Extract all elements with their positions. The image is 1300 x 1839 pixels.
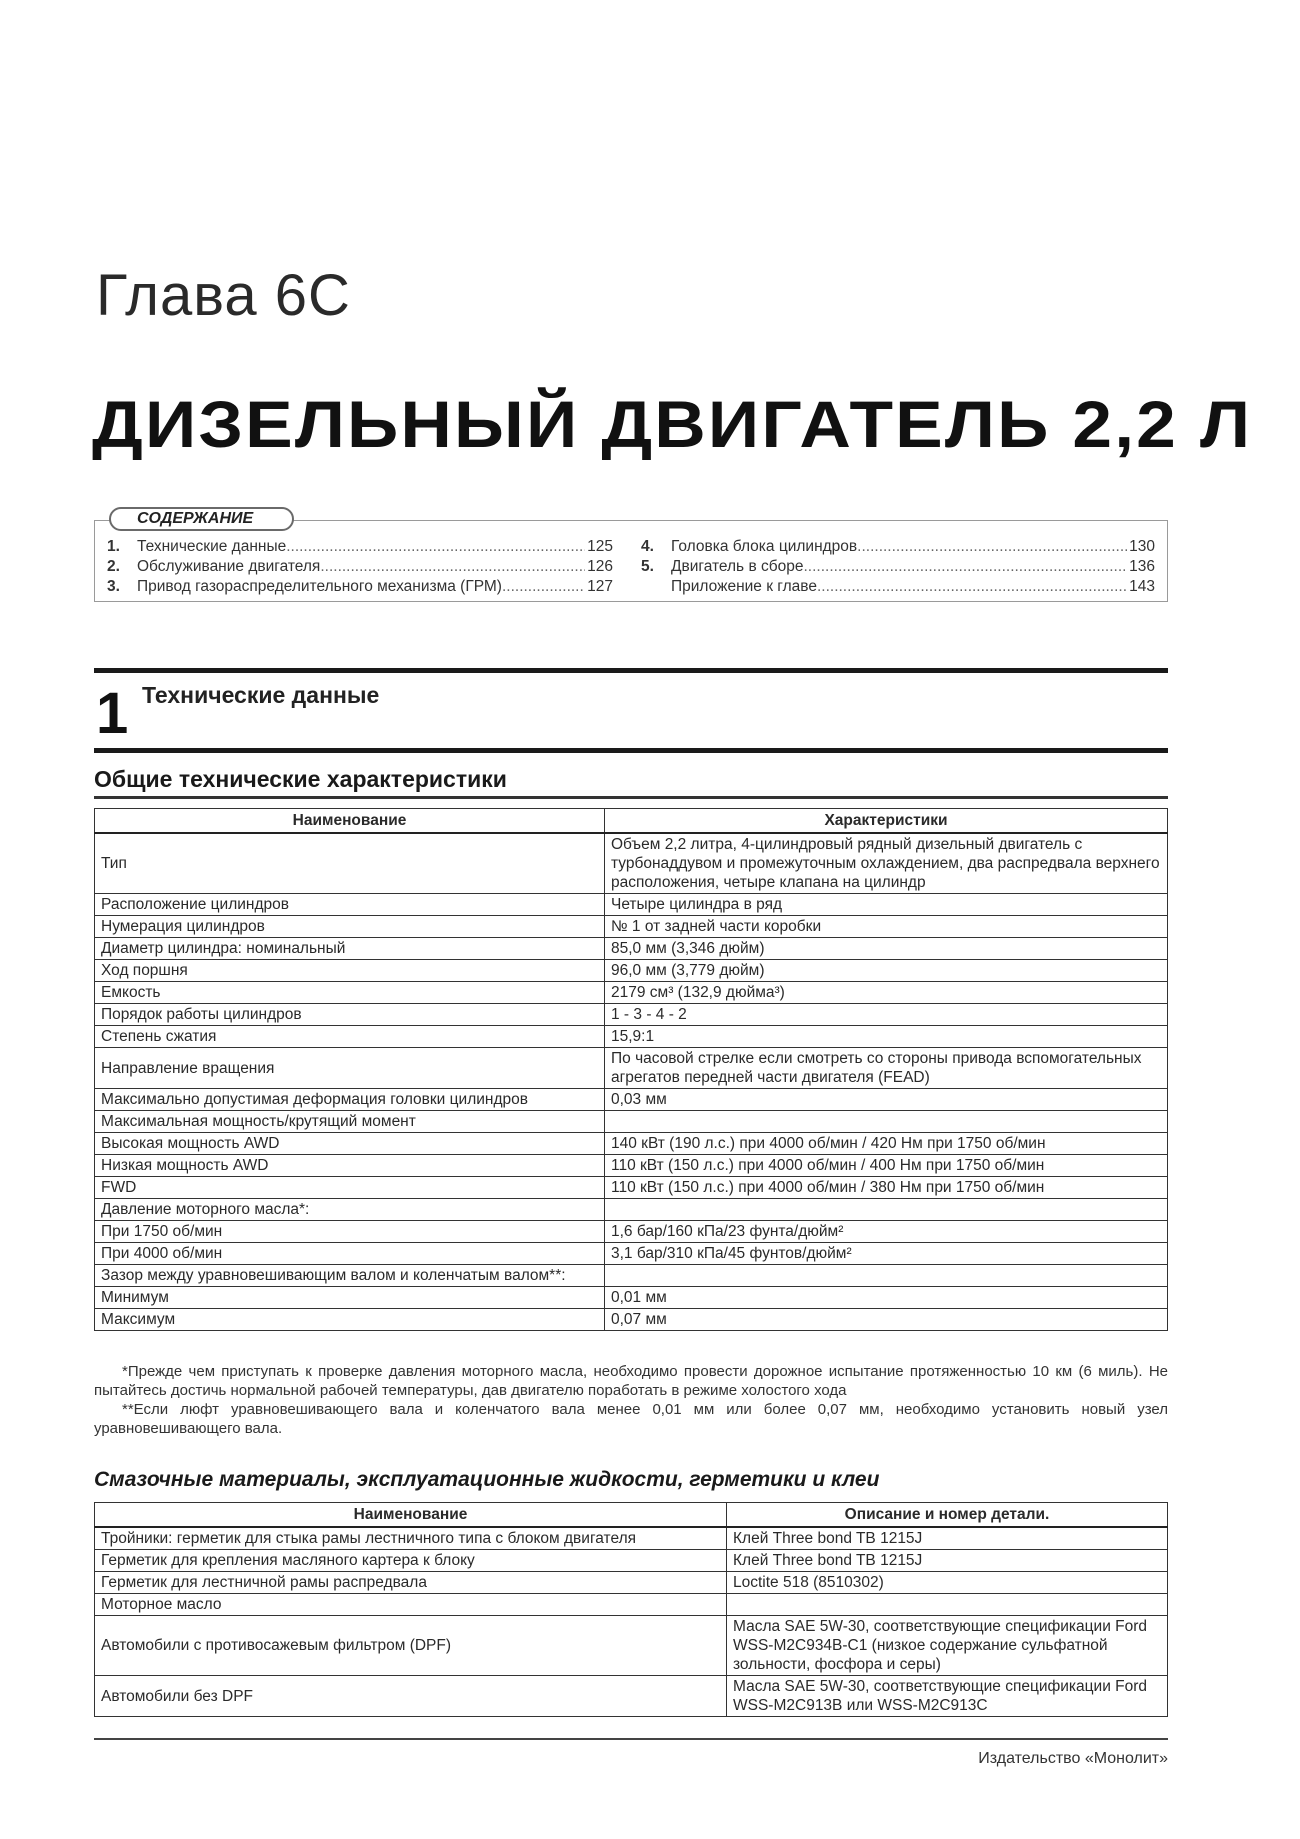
table-row xyxy=(95,1527,1168,1550)
row-label-cell: Давление моторного масла*: xyxy=(95,1199,605,1221)
table-of-contents xyxy=(94,510,1168,602)
row-value-cell: 15,9:1 xyxy=(605,1026,1168,1048)
toc-item-number: 1. xyxy=(107,538,120,555)
toc-item-label: Привод газораспределительного механизма (ГРМ) xyxy=(137,578,502,595)
row-label-cell: Моторное масло xyxy=(95,1594,727,1616)
row-label-cell: Порядок работы цилиндров xyxy=(95,1004,605,1026)
toc-leader-dots xyxy=(286,537,585,557)
section-top-rule xyxy=(94,668,1168,673)
row-label-cell: Тип xyxy=(95,833,605,894)
general-specs-title: Общие технические характеристики xyxy=(94,766,507,792)
toc-item-label: Технические данные xyxy=(137,538,287,555)
table-row xyxy=(95,1199,1168,1221)
table-row xyxy=(95,916,1168,938)
row-value-cell: Четыре цилиндра в ряд xyxy=(605,894,1168,916)
table-row xyxy=(95,1287,1168,1309)
row-label-cell: Герметик для лестничной рамы распредвала xyxy=(95,1572,727,1594)
row-value-cell: 96,0 мм (3,779 дюйм) xyxy=(605,960,1168,982)
toc-item-number xyxy=(641,577,671,597)
row-value-cell xyxy=(727,1594,1168,1616)
toc-left-column xyxy=(107,537,613,597)
lubricants-table xyxy=(94,1502,1168,1717)
table-row xyxy=(95,938,1168,960)
row-value-cell: Масла SAE 5W-30, соответствующие спецификации Ford WSS-M2C934B-C1 (низкое содержание сульфатной зольности, фосфора и серы) xyxy=(727,1616,1168,1676)
toc-item xyxy=(641,557,1155,577)
row-label-cell: При 4000 об/мин xyxy=(95,1243,605,1265)
toc-item-number: 3. xyxy=(107,578,120,595)
row-label-cell: Степень сжатия xyxy=(95,1026,605,1048)
row-label-cell: Максимально допустимая деформация головки цилиндров xyxy=(95,1089,605,1111)
toc-leader-dots xyxy=(502,577,585,597)
row-label-cell: Герметик для крепления масляного картера к блоку xyxy=(95,1550,727,1572)
row-label-cell: Максимальная мощность/крутящий момент xyxy=(95,1111,605,1133)
footnote: *Прежде чем приступать к проверке давления моторного масла, необходимо провести дорожное испытание протяженностью 10 км (6 миль). Не пытайтесь достичь нормальной рабочей температуры, дав двигателю поработать в режиме холостого хода xyxy=(94,1363,1168,1399)
row-value-cell: 2179 см³ (132,9 дюйма³) xyxy=(605,982,1168,1004)
footnote: **Если люфт уравновешивающего вала и коленчатого вала менее 0,01 мм или более 0,07 мм, необходимо установить новый узел уравновешивающего вала. xyxy=(94,1401,1168,1437)
toc-item-page: 125 xyxy=(587,538,613,555)
table-row xyxy=(95,1676,1168,1717)
row-label-cell: Низкая мощность AWD xyxy=(95,1155,605,1177)
row-label-cell: Тройники: герметик для стыка рамы лестничного типа с блоком двигателя xyxy=(95,1527,727,1550)
row-value-cell: 110 кВт (150 л.с.) при 4000 об/мин / 380 Нм при 1750 об/мин xyxy=(605,1177,1168,1199)
row-value-cell: Объем 2,2 литра, 4-цилиндровый рядный дизельный двигатель с турбонаддувом и промежуточным охлаждением, два распредвала верхнего расположения, четыре клапана на цилиндр xyxy=(605,833,1168,894)
toc-item xyxy=(107,537,613,557)
column-header: Описание и номер детали. xyxy=(727,1503,1168,1528)
table-row xyxy=(95,1309,1168,1331)
column-header: Наименование xyxy=(95,809,605,834)
section-number: 1 xyxy=(96,681,129,746)
row-value-cell: 0,03 мм xyxy=(605,1089,1168,1111)
row-label-cell: FWD xyxy=(95,1177,605,1199)
toc-item-page: 127 xyxy=(587,578,613,595)
footer-rule xyxy=(94,1738,1168,1740)
toc-item-label: Двигатель в сборе xyxy=(671,558,804,575)
table-row xyxy=(95,1133,1168,1155)
table-row xyxy=(95,1572,1168,1594)
table-row xyxy=(95,960,1168,982)
table-row xyxy=(95,1243,1168,1265)
row-label-cell: Расположение цилиндров xyxy=(95,894,605,916)
section-title: Технические данные xyxy=(142,682,380,708)
row-label-cell: Направление вращения xyxy=(95,1048,605,1089)
row-label-cell: Автомобили без DPF xyxy=(95,1676,727,1717)
row-value-cell xyxy=(605,1111,1168,1133)
toc-item xyxy=(107,557,613,577)
toc-item-number: 2. xyxy=(107,558,120,575)
row-label-cell: Ход поршня xyxy=(95,960,605,982)
toc-leader-dots xyxy=(803,557,1127,577)
toc-item-page: 130 xyxy=(1129,538,1155,555)
toc-leader-dots xyxy=(817,577,1127,597)
table-row xyxy=(95,1004,1168,1026)
row-label-cell: Автомобили с противосажевым фильтром (DPF) xyxy=(95,1616,727,1676)
row-label-cell: Диаметр цилиндра: номинальный xyxy=(95,938,605,960)
column-header: Наименование xyxy=(95,1503,727,1528)
row-value-cell: 0,07 мм xyxy=(605,1309,1168,1331)
row-value-cell xyxy=(605,1199,1168,1221)
table-row xyxy=(95,1048,1168,1089)
row-label-cell: Минимум xyxy=(95,1287,605,1309)
toc-item-page: 143 xyxy=(1129,578,1155,595)
row-value-cell: 3,1 бар/310 кПа/45 фунтов/дюйм² xyxy=(605,1243,1168,1265)
toc-item-label: Обслуживание двигателя xyxy=(137,558,321,575)
table-row xyxy=(95,1265,1168,1287)
table-row xyxy=(95,1221,1168,1243)
row-label-cell: Нумерация цилиндров xyxy=(95,916,605,938)
toc-item-label: Приложение к главе xyxy=(671,578,817,595)
row-label-cell: Емкость xyxy=(95,982,605,1004)
toc-item-page: 126 xyxy=(587,558,613,575)
table-row xyxy=(95,1550,1168,1572)
row-value-cell: № 1 от задней части коробки xyxy=(605,916,1168,938)
table-row xyxy=(95,1089,1168,1111)
row-value-cell: Клей Three bond TB 1215J xyxy=(727,1527,1168,1550)
row-value-cell: 1,6 бар/160 кПа/23 фунта/дюйм² xyxy=(605,1221,1168,1243)
row-label-cell: Высокая мощность AWD xyxy=(95,1133,605,1155)
table-row xyxy=(95,1111,1168,1133)
toc-item xyxy=(107,577,613,597)
row-value-cell: 85,0 мм (3,346 дюйм) xyxy=(605,938,1168,960)
table-row xyxy=(95,1177,1168,1199)
toc-leader-dots xyxy=(857,537,1127,557)
page-title: ДИЗЕЛЬНЫЙ ДВИГАТЕЛЬ 2,2 Л xyxy=(92,387,1253,461)
toc-item-number: 5. xyxy=(641,558,654,575)
toc-title: СОДЕРЖАНИЕ xyxy=(109,507,294,531)
footnotes xyxy=(94,1362,1168,1438)
row-value-cell: Масла SAE 5W-30, соответствующие спецификации Ford WSS-M2C913B или WSS-M2C913C xyxy=(727,1676,1168,1717)
toc-leader-dots xyxy=(320,557,585,577)
row-value-cell: Loctite 518 (8510302) xyxy=(727,1572,1168,1594)
chapter-label: Глава 6С xyxy=(96,263,351,328)
row-value-cell xyxy=(605,1265,1168,1287)
general-specs-rule xyxy=(94,796,1168,799)
row-value-cell: 1 - 3 - 4 - 2 xyxy=(605,1004,1168,1026)
row-value-cell: Клей Three bond TB 1215J xyxy=(727,1550,1168,1572)
table-row xyxy=(95,1155,1168,1177)
row-label-cell: Зазор между уравновешивающим валом и коленчатым валом**: xyxy=(95,1265,605,1287)
publisher-footer: Издательство «Монолит» xyxy=(978,1750,1168,1767)
toc-right-column xyxy=(641,537,1155,597)
row-label-cell: Максимум xyxy=(95,1309,605,1331)
column-header: Характеристики xyxy=(605,809,1168,834)
toc-item xyxy=(641,577,1155,597)
row-value-cell: 140 кВт (190 л.с.) при 4000 об/мин / 420 Нм при 1750 об/мин xyxy=(605,1133,1168,1155)
toc-item-page: 136 xyxy=(1129,558,1155,575)
lubricants-title: Смазочные материалы, эксплуатационные жидкости, герметики и клеи xyxy=(94,1468,880,1491)
toc-item-number: 4. xyxy=(641,538,654,555)
table-row xyxy=(95,833,1168,894)
row-value-cell: По часовой стрелке если смотреть со стороны привода вспомогательных агрегатов передней части двигателя (FEAD) xyxy=(605,1048,1168,1089)
table-row xyxy=(95,1616,1168,1676)
toc-item xyxy=(641,537,1155,557)
table-row xyxy=(95,1026,1168,1048)
table-row xyxy=(95,982,1168,1004)
row-value-cell: 0,01 мм xyxy=(605,1287,1168,1309)
row-value-cell: 110 кВт (150 л.с.) при 4000 об/мин / 400 Нм при 1750 об/мин xyxy=(605,1155,1168,1177)
row-label-cell: При 1750 об/мин xyxy=(95,1221,605,1243)
table-row xyxy=(95,1594,1168,1616)
section-bottom-rule xyxy=(94,748,1168,753)
toc-item-label: Головка блока цилиндров xyxy=(671,538,858,555)
table-row xyxy=(95,894,1168,916)
general-specs-table xyxy=(94,808,1168,1331)
